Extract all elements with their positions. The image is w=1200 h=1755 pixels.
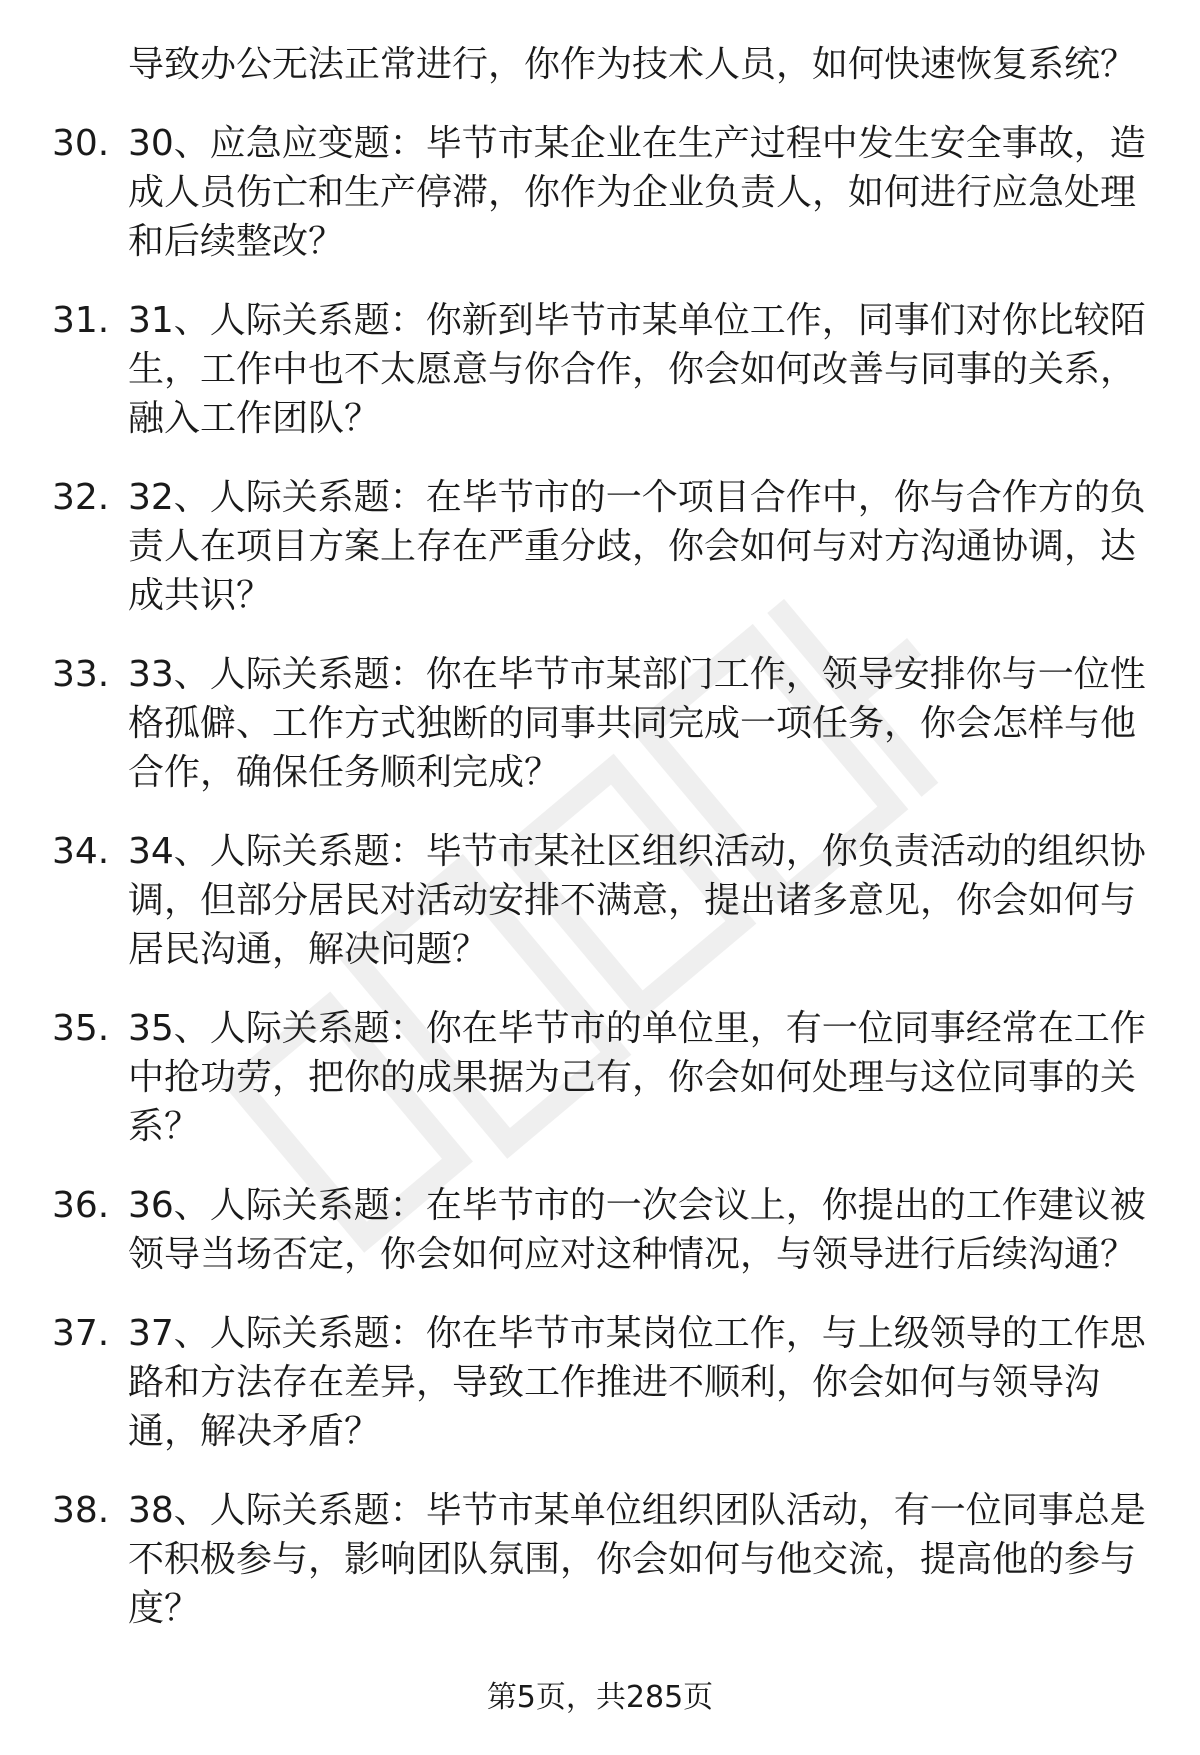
item-text: 35、人际关系题：你在毕节市的单位里，有一位同事经常在工作中抢功劳，把你的成果据为己有，你会如何处理与这位同事的关系？ (128, 1008, 1146, 1147)
item-number: 37. (52, 1313, 110, 1354)
item-text: 38、人际关系题：毕节市某单位组织团队活动，有一位同事总是不积极参与，影响团队氛围，你会如何与他交流，提高他的参与度？ (128, 1490, 1146, 1629)
list-item (0, 650, 1148, 797)
continuation-text: 导致办公无法正常进行，你作为技术人员，如何快速恢复系统？ (128, 44, 1137, 85)
item-text: 36、人际关系题：在毕节市的一次会议上，你提出的工作建议被领导当场否定，你会如何应对这种情况，与领导进行后续沟通？ (128, 1185, 1146, 1275)
item-number: 34. (52, 831, 110, 872)
item-text: 31、人际关系题：你新到毕节市某单位工作，同事们对你比较陌生，工作中也不太愿意与你合作，你会如何改善与同事的关系，融入工作团队？ (128, 300, 1146, 439)
item-number: 30. (52, 123, 110, 164)
list-item (0, 473, 1148, 620)
item-number: 35. (52, 1008, 110, 1049)
item-number: 36. (52, 1185, 110, 1226)
item-number: 38. (52, 1490, 110, 1531)
question-list (0, 40, 1200, 1633)
item-text: 37、人际关系题：你在毕节市某岗位工作，与上级领导的工作思路和方法存在差异，导致工作推进不顺利，你会如何与领导沟通，解决矛盾？ (128, 1313, 1146, 1452)
item-text: 33、人际关系题：你在毕节市某部门工作，领导安排你与一位性格孤僻、工作方式独断的同事共同完成一项任务，你会怎样与他合作，确保任务顺利完成？ (128, 654, 1146, 793)
list-item (0, 1004, 1148, 1151)
item-number: 33. (52, 654, 110, 695)
list-item (0, 1181, 1148, 1279)
item-text: 32、人际关系题：在毕节市的一个项目合作中，你与合作方的负责人在项目方案上存在严重分歧，你会如何与对方沟通协调，达成共识？ (128, 477, 1146, 616)
list-item (0, 827, 1148, 974)
list-item (0, 119, 1148, 266)
list-item (0, 1486, 1148, 1633)
page-footer: 第5页，共285页 (486, 1680, 714, 1715)
item-number: 31. (52, 300, 110, 341)
item-number: 32. (52, 477, 110, 518)
item-text: 30、应急应变题：毕节市某企业在生产过程中发生安全事故，造成人员伤亡和生产停滞，你作为企业负责人，如何进行应急处理和后续整改？ (128, 123, 1146, 262)
list-item (0, 1309, 1148, 1456)
list-item (0, 296, 1148, 443)
item-text: 34、人际关系题：毕节市某社区组织活动，你负责活动的组织协调，但部分居民对活动安排不满意，提出诸多意见，你会如何与居民沟通，解决问题？ (128, 831, 1146, 970)
